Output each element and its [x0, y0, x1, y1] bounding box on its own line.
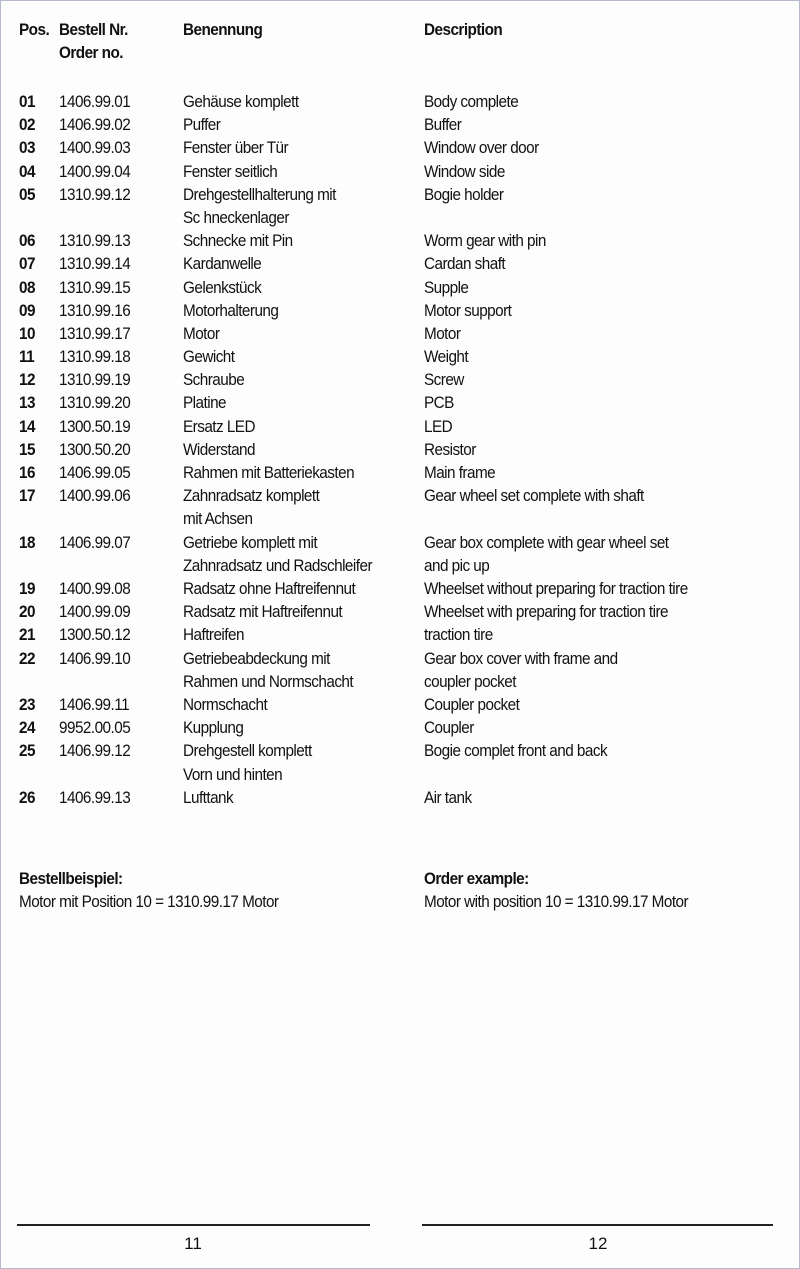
part-position: 08 [19, 277, 35, 297]
part-name-de: Drehgestellhalterung mit [183, 184, 336, 204]
part-order-number: 1300.50.20 [59, 439, 131, 459]
part-order-number: 1310.99.19 [59, 370, 131, 390]
part-name-en: coupler pocket [424, 671, 516, 691]
part-name-de: Platine [183, 393, 227, 413]
header-order-de: Bestell Nr. [59, 20, 128, 39]
part-name-de: Lufttank [183, 787, 234, 807]
part-position: 22 [19, 648, 35, 668]
part-name-en: Buffer [424, 115, 462, 135]
part-name-de: mit Achsen [183, 509, 253, 529]
part-name-de: Normschacht [183, 694, 268, 714]
part-position: 25 [19, 741, 35, 761]
part-name-de: Gewicht [183, 347, 235, 367]
part-position: 24 [19, 718, 35, 738]
part-name-en: Resistor [424, 439, 476, 459]
part-name-en: Window side [424, 161, 505, 181]
table-row [1, 531, 800, 577]
part-position: 01 [19, 92, 35, 111]
header-pos: Pos. [19, 20, 50, 39]
part-name-en: Gear box complete with gear wheel set [424, 532, 669, 552]
table-row [1, 438, 800, 461]
part-name-en: Wheelset without preparing for traction tire [424, 578, 688, 598]
part-name-en: Coupler pocket [424, 694, 520, 714]
part-name-de: Vorn und hinten [183, 764, 283, 784]
parts-list [1, 90, 800, 809]
footer-rule-left [17, 1224, 370, 1226]
part-name-de: Puffer [183, 115, 221, 135]
part-name-de: Fenster über Tür [183, 138, 289, 158]
part-position: 02 [19, 115, 35, 135]
part-name-en: Weight [424, 347, 469, 367]
part-name-de: Motor [183, 323, 220, 343]
table-row [1, 276, 800, 299]
table-row [1, 577, 800, 600]
table-row [1, 90, 800, 113]
table-row [1, 252, 800, 275]
part-name-en: Screw [424, 370, 464, 390]
part-order-number: 1310.99.20 [59, 393, 131, 413]
table-row [1, 136, 800, 159]
part-position: 03 [19, 138, 35, 158]
part-name-en: Main frame [424, 463, 496, 483]
footer-rule-right [422, 1224, 773, 1226]
part-name-de: Motorhalterung [183, 300, 279, 320]
part-position: 21 [19, 625, 35, 645]
table-row [1, 183, 800, 229]
part-name-de: Haftreifen [183, 625, 244, 645]
part-position: 06 [19, 231, 35, 251]
table-row [1, 461, 800, 484]
table-row [1, 786, 800, 809]
part-name-de: Radsatz mit Haftreifennut [183, 602, 343, 622]
part-name-de: Sc hneckenlager [183, 207, 289, 227]
table-row [1, 113, 800, 136]
part-name-en: Air tank [424, 787, 472, 807]
table-row [1, 647, 800, 693]
table-row [1, 299, 800, 322]
header-name-en: Description [424, 20, 503, 39]
table-row [1, 415, 800, 438]
part-order-number: 1406.99.10 [59, 648, 131, 668]
part-name-en: Gear box cover with frame and [424, 648, 618, 668]
example-text-en: Motor with position 10 = 1310.99.17 Motor [424, 892, 689, 911]
part-order-number: 1406.99.13 [59, 787, 131, 807]
part-position: 15 [19, 439, 35, 459]
part-order-number: 1310.99.14 [59, 254, 131, 274]
example-title-de: Bestellbeispiel: [19, 869, 123, 888]
part-name-de: Radsatz ohne Haftreifennut [183, 578, 356, 598]
page-number-right: 12 [588, 1234, 608, 1253]
part-order-number: 1406.99.12 [59, 741, 131, 761]
part-position: 20 [19, 602, 35, 622]
part-order-number: 1406.99.11 [59, 694, 130, 714]
part-position: 26 [19, 787, 35, 807]
part-name-en: Body complete [424, 92, 519, 111]
part-name-en: Window over door [424, 138, 539, 158]
example-title-en: Order example: [424, 869, 529, 888]
part-order-number: 1406.99.07 [59, 532, 131, 552]
part-name-en: Motor support [424, 300, 512, 320]
part-position: 13 [19, 393, 35, 413]
part-name-de: Drehgestell komplett [183, 741, 312, 761]
part-name-en: Cardan shaft [424, 254, 506, 274]
part-position: 14 [19, 416, 35, 436]
part-name-de: Widerstand [183, 439, 255, 459]
part-name-de: Kupplung [183, 718, 244, 738]
table-row [1, 345, 800, 368]
part-position: 04 [19, 161, 35, 181]
part-name-de: Kardanwelle [183, 254, 262, 274]
part-position: 11 [19, 347, 35, 367]
part-order-number: 1406.99.02 [59, 115, 131, 135]
part-name-en: Wheelset with preparing for traction tire [424, 602, 669, 622]
part-name-en: Gear wheel set complete with shaft [424, 486, 644, 506]
part-position: 17 [19, 486, 35, 506]
part-order-number: 1400.99.03 [59, 138, 131, 158]
part-order-number: 1310.99.18 [59, 347, 131, 367]
part-order-number: 1300.50.12 [59, 625, 131, 645]
table-row [1, 368, 800, 391]
table-row [1, 484, 800, 530]
part-name-en: LED [424, 416, 453, 436]
part-name-de: Getriebeabdeckung mit [183, 648, 330, 668]
part-name-en: and pic up [424, 555, 490, 575]
part-order-number: 1406.99.01 [59, 92, 131, 111]
part-name-en: traction tire [424, 625, 493, 645]
part-name-de: Zahnradsatz komplett [183, 486, 320, 506]
part-position: 23 [19, 694, 35, 714]
part-position: 07 [19, 254, 35, 274]
part-name-de: Schraube [183, 370, 245, 390]
page-number-left: 11 [184, 1234, 202, 1253]
part-name-de: Gelenkstück [183, 277, 262, 297]
table-row [1, 623, 800, 646]
part-order-number: 1406.99.05 [59, 463, 131, 483]
part-name-en: Worm gear with pin [424, 231, 546, 251]
part-position: 16 [19, 463, 35, 483]
part-order-number: 1400.99.04 [59, 161, 131, 181]
part-name-en: Coupler [424, 718, 474, 738]
header-order-en: Order no. [59, 43, 123, 62]
part-order-number: 1310.99.12 [59, 184, 131, 204]
table-row [1, 391, 800, 414]
part-name-en: Bogie holder [424, 184, 504, 204]
part-name-de: Schnecke mit Pin [183, 231, 293, 251]
part-position: 18 [19, 532, 35, 552]
part-position: 19 [19, 578, 35, 598]
header-name-de: Benennung [183, 20, 263, 39]
part-name-de: Getriebe komplett mit [183, 532, 318, 552]
part-name-de: Rahmen mit Batteriekasten [183, 463, 355, 483]
part-name-en: Bogie complet front and back [424, 741, 608, 761]
part-name-de: Ersatz LED [183, 416, 255, 436]
part-position: 09 [19, 300, 35, 320]
table-row [1, 160, 800, 183]
part-order-number: 1310.99.15 [59, 277, 131, 297]
part-position: 10 [19, 323, 35, 343]
table-row [1, 600, 800, 623]
part-order-number: 1400.99.09 [59, 602, 131, 622]
part-name-de: Gehäuse komplett [183, 92, 299, 111]
part-position: 05 [19, 184, 35, 204]
part-name-en: Motor [424, 323, 461, 343]
part-order-number: 1310.99.16 [59, 300, 131, 320]
example-text-de: Motor mit Position 10 = 1310.99.17 Motor [19, 892, 279, 911]
table-row [1, 322, 800, 345]
table-row [1, 716, 800, 739]
part-order-number: 1310.99.13 [59, 231, 131, 251]
part-position: 12 [19, 370, 35, 390]
part-order-number: 1310.99.17 [59, 323, 131, 343]
part-name-en: Supple [424, 277, 469, 297]
table-row [1, 739, 800, 785]
table-row [1, 693, 800, 716]
part-name-de: Zahnradsatz und Radschleifer [183, 555, 372, 575]
part-name-de: Fenster seitlich [183, 161, 278, 181]
part-name-de: Rahmen und Normschacht [183, 671, 354, 691]
part-order-number: 1300.50.19 [59, 416, 131, 436]
part-order-number: 1400.99.08 [59, 578, 131, 598]
part-order-number: 9952.00.05 [59, 718, 131, 738]
table-row [1, 229, 800, 252]
part-name-en: PCB [424, 393, 454, 413]
part-order-number: 1400.99.06 [59, 486, 131, 506]
